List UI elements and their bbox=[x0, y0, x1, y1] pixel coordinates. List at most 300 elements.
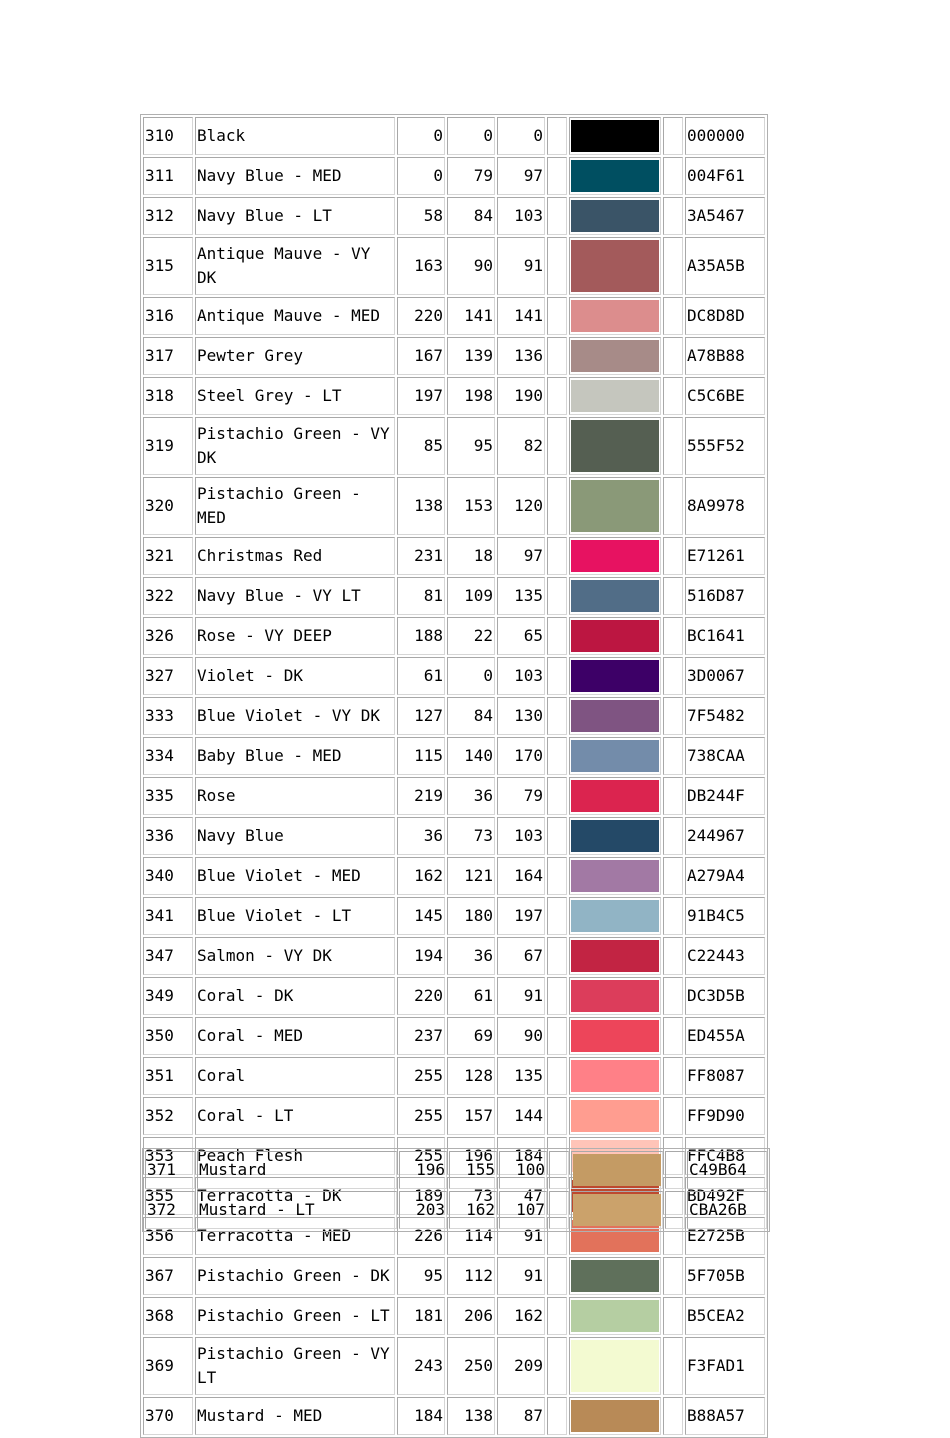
name-cell: Mustard - MED bbox=[195, 1397, 395, 1435]
name-cell: Black bbox=[195, 117, 395, 155]
green-value-cell: 18 bbox=[447, 537, 495, 575]
spacer-cell bbox=[547, 937, 567, 975]
blue-value-cell: 184 bbox=[497, 1137, 545, 1175]
red-value-cell: 0 bbox=[397, 157, 445, 195]
name-cell: Mustard - LT bbox=[197, 1191, 397, 1229]
color-swatch bbox=[571, 300, 659, 332]
spacer-cell bbox=[547, 237, 567, 295]
spacer-cell bbox=[547, 737, 567, 775]
color-swatch bbox=[571, 980, 659, 1012]
color-swatch-cell bbox=[569, 537, 661, 575]
color-swatch-cell bbox=[569, 1257, 661, 1295]
spacer-cell bbox=[547, 537, 567, 575]
red-value-cell: 81 bbox=[397, 577, 445, 615]
hex-code-cell: 555F52 bbox=[685, 417, 765, 475]
code-cell: 341 bbox=[143, 897, 193, 935]
code-cell: 319 bbox=[143, 417, 193, 475]
spacer-cell bbox=[663, 697, 683, 735]
code-cell: 327 bbox=[143, 657, 193, 695]
color-swatch-cell bbox=[569, 197, 661, 235]
spacer-cell bbox=[663, 337, 683, 375]
color-swatch bbox=[573, 1154, 661, 1186]
code-cell: 316 bbox=[143, 297, 193, 335]
name-cell: Salmon - VY DK bbox=[195, 937, 395, 975]
spacer-cell bbox=[663, 1097, 683, 1135]
spacer-cell bbox=[547, 777, 567, 815]
color-swatch-cell bbox=[569, 617, 661, 655]
code-cell: 317 bbox=[143, 337, 193, 375]
name-cell: Pistachio Green - DK bbox=[195, 1257, 395, 1295]
code-cell: 352 bbox=[143, 1097, 193, 1135]
hex-code-cell: A35A5B bbox=[685, 237, 765, 295]
hex-code-cell: 004F61 bbox=[685, 157, 765, 195]
red-value-cell: 219 bbox=[397, 777, 445, 815]
table-row bbox=[143, 937, 765, 975]
name-cell: Baby Blue - MED bbox=[195, 737, 395, 775]
name-cell: Mustard bbox=[197, 1151, 397, 1189]
name-cell: Antique Mauve - VY DK bbox=[195, 237, 395, 295]
green-value-cell: 140 bbox=[447, 737, 495, 775]
red-value-cell: 181 bbox=[397, 1297, 445, 1335]
spacer-cell bbox=[663, 737, 683, 775]
table-row bbox=[143, 477, 765, 535]
green-value-cell: 22 bbox=[447, 617, 495, 655]
green-value-cell: 157 bbox=[447, 1097, 495, 1135]
spacer-cell bbox=[547, 617, 567, 655]
green-value-cell: 84 bbox=[447, 697, 495, 735]
red-value-cell: 162 bbox=[397, 857, 445, 895]
color-swatch-cell bbox=[569, 857, 661, 895]
thread-color-table-2 bbox=[142, 1148, 770, 1232]
spacer-cell bbox=[663, 537, 683, 575]
spacer-cell bbox=[663, 577, 683, 615]
blue-value-cell: 209 bbox=[497, 1337, 545, 1395]
green-value-cell: 61 bbox=[447, 977, 495, 1015]
code-cell: 353 bbox=[143, 1137, 193, 1175]
table-row bbox=[143, 1337, 765, 1395]
spacer-cell bbox=[547, 157, 567, 195]
spacer-cell bbox=[547, 117, 567, 155]
blue-value-cell: 47 bbox=[497, 1177, 545, 1215]
spacer-cell bbox=[547, 1337, 567, 1395]
name-cell: Blue Violet - VY DK bbox=[195, 697, 395, 735]
spacer-cell bbox=[547, 697, 567, 735]
name-cell: Coral - DK bbox=[195, 977, 395, 1015]
red-value-cell: 196 bbox=[399, 1151, 447, 1189]
spacer-cell bbox=[547, 1297, 567, 1335]
color-swatch-cell bbox=[569, 1057, 661, 1095]
code-cell: 333 bbox=[143, 697, 193, 735]
hex-code-cell: C5C6BE bbox=[685, 377, 765, 415]
name-cell: Navy Blue - LT bbox=[195, 197, 395, 235]
green-value-cell: 121 bbox=[447, 857, 495, 895]
blue-value-cell: 144 bbox=[497, 1097, 545, 1135]
green-value-cell: 155 bbox=[449, 1151, 497, 1189]
red-value-cell: 255 bbox=[397, 1057, 445, 1095]
hex-code-cell: FF9D90 bbox=[685, 1097, 765, 1135]
red-value-cell: 61 bbox=[397, 657, 445, 695]
color-swatch bbox=[571, 540, 659, 572]
name-cell: Coral - MED bbox=[195, 1017, 395, 1055]
table-row bbox=[143, 977, 765, 1015]
code-cell: 370 bbox=[143, 1397, 193, 1435]
red-value-cell: 220 bbox=[397, 977, 445, 1015]
spacer-cell bbox=[663, 617, 683, 655]
green-value-cell: 36 bbox=[447, 777, 495, 815]
blue-value-cell: 164 bbox=[497, 857, 545, 895]
code-cell: 340 bbox=[143, 857, 193, 895]
name-cell: Christmas Red bbox=[195, 537, 395, 575]
color-swatch-cell bbox=[569, 337, 661, 375]
hex-code-cell: 3D0067 bbox=[685, 657, 765, 695]
spacer-cell bbox=[549, 1191, 569, 1229]
color-swatch bbox=[571, 620, 659, 652]
code-cell: 355 bbox=[143, 1177, 193, 1215]
table-row bbox=[143, 237, 765, 295]
color-swatch-cell bbox=[571, 1151, 663, 1189]
name-cell: Rose - VY DEEP bbox=[195, 617, 395, 655]
green-value-cell: 196 bbox=[447, 1137, 495, 1175]
hex-code-cell: B88A57 bbox=[685, 1397, 765, 1435]
hex-code-cell: C49B64 bbox=[687, 1151, 767, 1189]
hex-code-cell: ED455A bbox=[685, 1017, 765, 1055]
spacer-cell bbox=[663, 1017, 683, 1055]
name-cell: Terracotta - MED bbox=[195, 1217, 395, 1255]
spacer-cell bbox=[663, 1297, 683, 1335]
code-cell: 320 bbox=[143, 477, 193, 535]
blue-value-cell: 97 bbox=[497, 537, 545, 575]
code-cell: 336 bbox=[143, 817, 193, 855]
blue-value-cell: 141 bbox=[497, 297, 545, 335]
table-row bbox=[143, 1017, 765, 1055]
green-value-cell: 198 bbox=[447, 377, 495, 415]
red-value-cell: 255 bbox=[397, 1097, 445, 1135]
name-cell: Coral - LT bbox=[195, 1097, 395, 1135]
name-cell: Pistachio Green - LT bbox=[195, 1297, 395, 1335]
green-value-cell: 95 bbox=[447, 417, 495, 475]
color-swatch bbox=[571, 1100, 659, 1132]
table-row bbox=[143, 117, 765, 155]
blue-value-cell: 91 bbox=[497, 977, 545, 1015]
code-cell: 356 bbox=[143, 1217, 193, 1255]
spacer-cell bbox=[663, 777, 683, 815]
blue-value-cell: 103 bbox=[497, 657, 545, 695]
green-value-cell: 73 bbox=[447, 1177, 495, 1215]
name-cell: Navy Blue - MED bbox=[195, 157, 395, 195]
code-cell: 347 bbox=[143, 937, 193, 975]
red-value-cell: 189 bbox=[397, 1177, 445, 1215]
red-value-cell: 237 bbox=[397, 1017, 445, 1055]
color-swatch-cell bbox=[569, 237, 661, 295]
name-cell: Pewter Grey bbox=[195, 337, 395, 375]
hex-code-cell: 000000 bbox=[685, 117, 765, 155]
code-cell: 372 bbox=[145, 1191, 195, 1229]
red-value-cell: 226 bbox=[397, 1217, 445, 1255]
color-swatch bbox=[571, 160, 659, 192]
table-row bbox=[143, 157, 765, 195]
spacer-cell bbox=[547, 1257, 567, 1295]
table-row bbox=[143, 197, 765, 235]
spacer-cell bbox=[663, 1257, 683, 1295]
code-cell: 318 bbox=[143, 377, 193, 415]
code-cell: 368 bbox=[143, 1297, 193, 1335]
color-swatch bbox=[571, 740, 659, 772]
red-value-cell: 188 bbox=[397, 617, 445, 655]
blue-value-cell: 103 bbox=[497, 817, 545, 855]
hex-code-cell: DC8D8D bbox=[685, 297, 765, 335]
spacer-cell bbox=[547, 1397, 567, 1435]
color-swatch-cell bbox=[569, 577, 661, 615]
color-swatch-cell bbox=[569, 897, 661, 935]
color-swatch-cell bbox=[569, 1097, 661, 1135]
color-swatch-cell bbox=[569, 1337, 661, 1395]
spacer-cell bbox=[547, 197, 567, 235]
spacer-cell bbox=[665, 1151, 685, 1189]
blue-value-cell: 170 bbox=[497, 737, 545, 775]
name-cell: Coral bbox=[195, 1057, 395, 1095]
color-swatch bbox=[571, 1060, 659, 1092]
hex-code-cell: CBA26B bbox=[687, 1191, 767, 1229]
name-cell: Blue Violet - MED bbox=[195, 857, 395, 895]
color-swatch bbox=[571, 660, 659, 692]
code-cell: 326 bbox=[143, 617, 193, 655]
hex-code-cell: 7F5482 bbox=[685, 697, 765, 735]
green-value-cell: 79 bbox=[447, 157, 495, 195]
color-swatch bbox=[571, 240, 659, 292]
green-value-cell: 162 bbox=[449, 1191, 497, 1229]
hex-code-cell: FFC4B8 bbox=[685, 1137, 765, 1175]
color-swatch-cell bbox=[569, 1017, 661, 1055]
red-value-cell: 163 bbox=[397, 237, 445, 295]
red-value-cell: 220 bbox=[397, 297, 445, 335]
color-swatch-cell bbox=[569, 297, 661, 335]
hex-code-cell: 3A5467 bbox=[685, 197, 765, 235]
red-value-cell: 184 bbox=[397, 1397, 445, 1435]
color-swatch-cell bbox=[569, 377, 661, 415]
hex-code-cell: E71261 bbox=[685, 537, 765, 575]
green-value-cell: 153 bbox=[447, 477, 495, 535]
table-row bbox=[143, 337, 765, 375]
blue-value-cell: 107 bbox=[499, 1191, 547, 1229]
table-row bbox=[145, 1191, 767, 1229]
green-value-cell: 180 bbox=[447, 897, 495, 935]
spacer-cell bbox=[663, 977, 683, 1015]
name-cell: Peach Flesh bbox=[195, 1137, 395, 1175]
spacer-cell bbox=[547, 417, 567, 475]
color-swatch-cell bbox=[569, 417, 661, 475]
name-cell: Pistachio Green - MED bbox=[195, 477, 395, 535]
spacer-cell bbox=[663, 237, 683, 295]
hex-code-cell: F3FAD1 bbox=[685, 1337, 765, 1395]
name-cell: Pistachio Green - VY DK bbox=[195, 417, 395, 475]
table-row bbox=[143, 897, 765, 935]
hex-code-cell: A279A4 bbox=[685, 857, 765, 895]
color-swatch bbox=[571, 1020, 659, 1052]
color-swatch bbox=[571, 420, 659, 472]
hex-code-cell: BD492F bbox=[685, 1177, 765, 1215]
spacer-cell bbox=[663, 297, 683, 335]
hex-code-cell: 8A9978 bbox=[685, 477, 765, 535]
color-swatch bbox=[571, 900, 659, 932]
hex-code-cell: 5F705B bbox=[685, 1257, 765, 1295]
color-swatch-cell bbox=[569, 157, 661, 195]
hex-code-cell: 91B4C5 bbox=[685, 897, 765, 935]
color-swatch bbox=[571, 780, 659, 812]
color-swatch bbox=[571, 700, 659, 732]
green-value-cell: 112 bbox=[447, 1257, 495, 1295]
blue-value-cell: 91 bbox=[497, 237, 545, 295]
color-swatch-cell bbox=[569, 477, 661, 535]
spacer-cell bbox=[547, 377, 567, 415]
color-swatch bbox=[571, 940, 659, 972]
color-swatch-cell bbox=[569, 1397, 661, 1435]
red-value-cell: 138 bbox=[397, 477, 445, 535]
color-swatch bbox=[571, 480, 659, 532]
blue-value-cell: 103 bbox=[497, 197, 545, 235]
blue-value-cell: 162 bbox=[497, 1297, 545, 1335]
color-swatch-cell bbox=[569, 657, 661, 695]
color-swatch bbox=[571, 820, 659, 852]
green-value-cell: 206 bbox=[447, 1297, 495, 1335]
color-swatch-cell bbox=[569, 977, 661, 1015]
hex-code-cell: C22443 bbox=[685, 937, 765, 975]
red-value-cell: 197 bbox=[397, 377, 445, 415]
blue-value-cell: 135 bbox=[497, 1057, 545, 1095]
name-cell: Antique Mauve - MED bbox=[195, 297, 395, 335]
table-row bbox=[143, 1097, 765, 1135]
spacer-cell bbox=[547, 657, 567, 695]
spacer-cell bbox=[547, 337, 567, 375]
color-swatch-cell bbox=[569, 937, 661, 975]
spacer-cell bbox=[547, 1097, 567, 1135]
code-cell: 350 bbox=[143, 1017, 193, 1055]
table-row bbox=[143, 857, 765, 895]
hex-code-cell: FF8087 bbox=[685, 1057, 765, 1095]
color-swatch-cell bbox=[569, 117, 661, 155]
green-value-cell: 73 bbox=[447, 817, 495, 855]
table-row bbox=[143, 1257, 765, 1295]
color-swatch-cell bbox=[569, 697, 661, 735]
spacer-cell bbox=[665, 1191, 685, 1229]
blue-value-cell: 136 bbox=[497, 337, 545, 375]
code-cell: 321 bbox=[143, 537, 193, 575]
color-swatch bbox=[571, 380, 659, 412]
table-row bbox=[143, 697, 765, 735]
color-swatch-cell bbox=[569, 737, 661, 775]
code-cell: 349 bbox=[143, 977, 193, 1015]
spacer-cell bbox=[663, 157, 683, 195]
blue-value-cell: 91 bbox=[497, 1217, 545, 1255]
spacer-cell bbox=[663, 1337, 683, 1395]
table-row bbox=[143, 617, 765, 655]
blue-value-cell: 135 bbox=[497, 577, 545, 615]
hex-code-cell: B5CEA2 bbox=[685, 1297, 765, 1335]
color-swatch bbox=[571, 1340, 659, 1392]
code-cell: 322 bbox=[143, 577, 193, 615]
green-value-cell: 0 bbox=[447, 117, 495, 155]
blue-value-cell: 130 bbox=[497, 697, 545, 735]
spacer-cell bbox=[663, 897, 683, 935]
green-value-cell: 69 bbox=[447, 1017, 495, 1055]
color-swatch bbox=[571, 340, 659, 372]
blue-value-cell: 90 bbox=[497, 1017, 545, 1055]
red-value-cell: 243 bbox=[397, 1337, 445, 1395]
color-swatch bbox=[571, 1300, 659, 1332]
color-swatch bbox=[571, 580, 659, 612]
color-swatch bbox=[571, 1400, 659, 1432]
spacer-cell bbox=[663, 1397, 683, 1435]
spacer-cell bbox=[547, 297, 567, 335]
name-cell: Terracotta - DK bbox=[195, 1177, 395, 1215]
code-cell: 311 bbox=[143, 157, 193, 195]
blue-value-cell: 82 bbox=[497, 417, 545, 475]
red-value-cell: 194 bbox=[397, 937, 445, 975]
color-swatch bbox=[571, 1260, 659, 1292]
table-row bbox=[143, 737, 765, 775]
table-row bbox=[143, 417, 765, 475]
spacer-cell bbox=[547, 477, 567, 535]
hex-code-cell: DB244F bbox=[685, 777, 765, 815]
code-cell: 310 bbox=[143, 117, 193, 155]
red-value-cell: 127 bbox=[397, 697, 445, 735]
color-swatch bbox=[571, 200, 659, 232]
red-value-cell: 58 bbox=[397, 197, 445, 235]
blue-value-cell: 87 bbox=[497, 1397, 545, 1435]
spacer-cell bbox=[663, 857, 683, 895]
blue-value-cell: 120 bbox=[497, 477, 545, 535]
red-value-cell: 255 bbox=[397, 1137, 445, 1175]
red-value-cell: 95 bbox=[397, 1257, 445, 1295]
hex-code-cell: E2725B bbox=[685, 1217, 765, 1255]
blue-value-cell: 67 bbox=[497, 937, 545, 975]
spacer-cell bbox=[663, 117, 683, 155]
red-value-cell: 0 bbox=[397, 117, 445, 155]
green-value-cell: 250 bbox=[447, 1337, 495, 1395]
blue-value-cell: 79 bbox=[497, 777, 545, 815]
name-cell: Steel Grey - LT bbox=[195, 377, 395, 415]
color-swatch-cell bbox=[569, 817, 661, 855]
code-cell: 367 bbox=[143, 1257, 193, 1295]
spacer-cell bbox=[663, 1057, 683, 1095]
code-cell: 369 bbox=[143, 1337, 193, 1395]
spacer-cell bbox=[547, 1057, 567, 1095]
spacer-cell bbox=[547, 897, 567, 935]
spacer-cell bbox=[663, 937, 683, 975]
name-cell: Violet - DK bbox=[195, 657, 395, 695]
color-swatch-cell bbox=[571, 1191, 663, 1229]
table-row bbox=[143, 377, 765, 415]
name-cell: Rose bbox=[195, 777, 395, 815]
blue-value-cell: 0 bbox=[497, 117, 545, 155]
green-value-cell: 128 bbox=[447, 1057, 495, 1095]
table-row bbox=[143, 1397, 765, 1435]
blue-value-cell: 100 bbox=[499, 1151, 547, 1189]
spacer-cell bbox=[547, 817, 567, 855]
code-cell: 335 bbox=[143, 777, 193, 815]
code-cell: 371 bbox=[145, 1151, 195, 1189]
blue-value-cell: 97 bbox=[497, 157, 545, 195]
spacer-cell bbox=[549, 1151, 569, 1189]
code-cell: 312 bbox=[143, 197, 193, 235]
red-value-cell: 167 bbox=[397, 337, 445, 375]
blue-value-cell: 65 bbox=[497, 617, 545, 655]
red-value-cell: 145 bbox=[397, 897, 445, 935]
table-row bbox=[145, 1151, 767, 1189]
hex-code-cell: DC3D5B bbox=[685, 977, 765, 1015]
code-cell: 334 bbox=[143, 737, 193, 775]
table-row bbox=[143, 1057, 765, 1095]
spacer-cell bbox=[663, 817, 683, 855]
